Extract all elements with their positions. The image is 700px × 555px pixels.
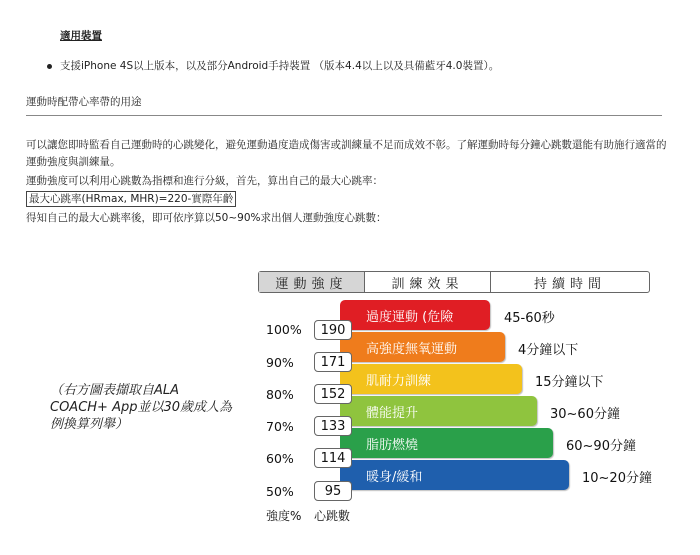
section-title: 適用裝置: [60, 30, 102, 42]
heart-rate-value: 114: [314, 448, 352, 468]
header-intensity: 運動強度: [259, 272, 365, 292]
paragraph-intensity: 運動強度可以利用心跳數為指標和進行分級，首先，算出自己的最大心跳率：: [26, 175, 383, 187]
zone-effect: 體能提升: [366, 405, 419, 421]
zone-duration: 45-60秒: [504, 311, 555, 326]
header-effect: 訓練效果: [365, 272, 491, 292]
supported-devices-text: 支援iPhone 4S以上版本，以及部分Android手持裝置 （版本4.4以上以及具備藍牙4.0裝置）。: [60, 60, 500, 72]
zone-effect: 暖身/緩和: [366, 469, 423, 485]
footer-intensity-label: 強度%: [266, 509, 302, 523]
heart-rate-value: 190: [314, 320, 352, 340]
bullet-dot: [47, 64, 52, 69]
paragraph-benefits: 可以讓您即時監看自己運動時的心跳變化，避免運動過度造成傷害或訓練量不足而成效不彰。了解運動時每分鐘心跳數還能有助施行適當的運動強度與訓練量。: [26, 139, 667, 168]
zone-duration: 30~60分鐘: [550, 407, 620, 422]
zone-effect: 脂肪燃燒: [366, 437, 419, 453]
zone-band: [340, 364, 522, 394]
zone-effect: 高強度無氧運動: [366, 341, 458, 357]
heart-rate-value: 152: [314, 384, 352, 404]
chart-source-note: （右方圖表擷取自ALA COACH+ App並以30歲成人為例換算列舉）: [50, 383, 233, 432]
zone-band: [340, 460, 569, 490]
heart-rate-value: 171: [314, 352, 352, 372]
intensity-percent: 90%: [266, 355, 294, 370]
zone-band: [340, 396, 537, 426]
divider: [26, 115, 662, 116]
zone-duration: 10~20分鐘: [582, 471, 652, 486]
zone-effect: 肌耐力訓練: [366, 373, 432, 389]
max-heart-rate-formula: 最大心跳率(HRmax, MHR)=220-實際年齡: [26, 191, 236, 207]
footer-heart-rate-label: 心跳數: [314, 509, 351, 523]
intensity-percent: 70%: [266, 419, 294, 434]
intensity-percent: 80%: [266, 387, 294, 402]
heart-rate-strap-heading: 運動時配帶心率帶的用途: [26, 96, 142, 108]
zone-duration: 15分鐘以下: [535, 375, 604, 390]
chart-header: [258, 271, 650, 293]
zone-duration: 60~90分鐘: [566, 439, 636, 454]
zone-effect: 過度運動 (危險: [366, 309, 454, 325]
header-duration: 持續時間: [533, 276, 606, 292]
paragraph-zones: 得知自己的最大心跳率後，即可依序算以50~90%求出個人運動強度心跳數：: [26, 212, 387, 224]
intensity-percent: 100%: [266, 322, 302, 337]
heart-rate-value: 95: [314, 481, 352, 501]
zone-band: [340, 428, 553, 458]
zone-duration: 4分鐘以下: [518, 343, 579, 358]
heart-rate-value: 133: [314, 416, 352, 436]
zone-band: [340, 332, 505, 362]
zone-band: [340, 300, 490, 330]
supported-devices-item: [47, 58, 499, 73]
intensity-percent: 50%: [266, 484, 294, 499]
intensity-percent: 60%: [266, 451, 294, 466]
